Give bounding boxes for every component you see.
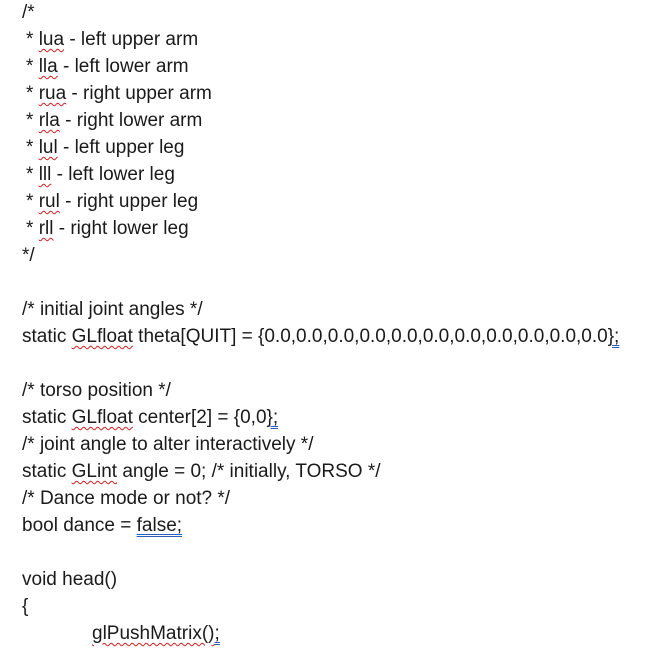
- push-matrix-call: [92, 623, 220, 645]
- document-page: [22, 2, 649, 660]
- initial-angles-comment: /* initial joint angles */: [22, 299, 203, 320]
- keyword-static: static: [22, 326, 72, 347]
- legend-abbr: rla: [38, 110, 60, 131]
- legend-abbr: lll: [38, 164, 52, 185]
- legend-desc: - right lower leg: [53, 218, 189, 239]
- joint-comment: /* joint angle to alter interactively */: [22, 434, 314, 455]
- legend-bullet: *: [26, 29, 39, 50]
- legend-abbr: lul: [38, 137, 58, 158]
- center-declaration: [22, 407, 278, 429]
- theta-declaration: [22, 326, 619, 348]
- legend-abbr: lla: [38, 56, 58, 77]
- brace-open: {: [22, 596, 29, 617]
- legend-line-lul: [26, 137, 184, 159]
- dance-comment: /* Dance mode or not? */: [22, 488, 231, 509]
- legend-desc: - left lower arm: [57, 56, 189, 77]
- legend-bullet: *: [26, 164, 39, 185]
- legend-line-rll: [26, 218, 189, 240]
- dance-decl-prefix: bool dance =: [22, 515, 137, 536]
- legend-desc: - left lower leg: [51, 164, 175, 185]
- type-glint: GLint: [71, 461, 118, 482]
- legend-line-lll: [26, 164, 175, 186]
- legend-abbr: rul: [38, 191, 60, 212]
- keyword-static: static: [22, 461, 72, 482]
- theta-init: theta[QUIT] = {0.0,0.0,0.0,0.0,0.0,0.0,0.0,0.0,0.0,0.0,0.0: [132, 326, 608, 347]
- angle-init: angle = 0; /* initially, TORSO */: [117, 461, 381, 482]
- legend-line-lua: [26, 29, 198, 51]
- legend-bullet: *: [26, 191, 39, 212]
- legend-abbr: rll: [38, 218, 54, 239]
- type-glfloat: GLfloat: [71, 407, 133, 428]
- angle-declaration: [22, 461, 381, 483]
- legend-bullet: *: [26, 137, 39, 158]
- function-signature: void head(): [22, 569, 118, 590]
- legend-bullet: *: [26, 56, 39, 77]
- comment-open: /*: [22, 2, 35, 23]
- comment-close: */: [22, 245, 35, 266]
- legend-line-rua: [26, 83, 212, 105]
- center-init: center[2] = {0,0: [132, 407, 267, 428]
- theta-tail: };: [607, 326, 620, 347]
- legend-abbr: rua: [38, 83, 67, 104]
- legend-desc: - left upper leg: [57, 137, 185, 158]
- legend-desc: - right upper arm: [66, 83, 212, 104]
- legend-abbr: lua: [38, 29, 65, 50]
- legend-bullet: *: [26, 218, 39, 239]
- legend-line-rla: [26, 110, 202, 132]
- push-matrix-name: glPushMatrix(): [92, 623, 215, 644]
- legend-desc: - right lower arm: [59, 110, 203, 131]
- type-glfloat: GLfloat: [71, 326, 133, 347]
- legend-bullet: *: [26, 83, 39, 104]
- center-tail: };: [266, 407, 279, 428]
- dance-declaration: [22, 515, 182, 537]
- legend-line-lla: [26, 56, 189, 78]
- legend-desc: - right upper leg: [59, 191, 199, 212]
- keyword-static: static: [22, 407, 72, 428]
- push-matrix-tail: ;: [214, 623, 220, 644]
- legend-desc: - left upper arm: [64, 29, 199, 50]
- legend-line-rul: [26, 191, 198, 213]
- torso-comment: /* torso position */: [22, 380, 171, 401]
- legend-bullet: *: [26, 110, 39, 131]
- dance-value: false;: [136, 515, 183, 536]
